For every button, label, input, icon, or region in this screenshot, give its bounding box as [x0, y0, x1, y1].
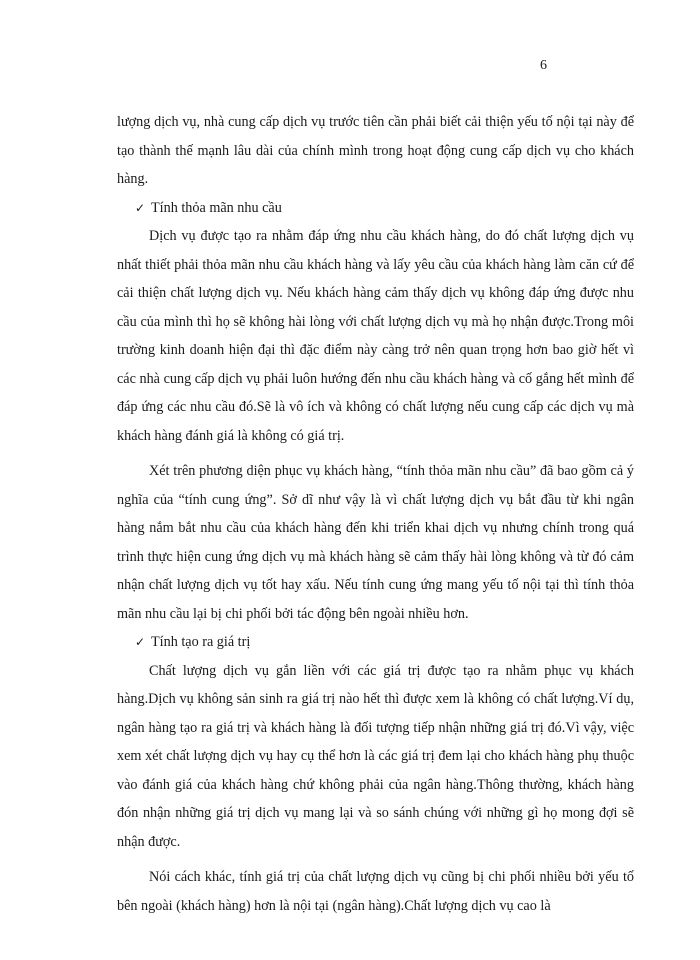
intro-paragraph: lượng dịch vụ, nhà cung cấp dịch vụ trước tiên cần phải biết cải thiện yếu tố nội tại này để tạo thành thế mạnh lâu dài của chính mình trong hoạt động cung cấp dịch vụ cho khách hàng.: [117, 114, 634, 187]
page-number: 6: [540, 58, 547, 73]
heading-text: Tính tạo ra giá trị: [151, 634, 251, 650]
paragraph-satisfaction-1: Dịch vụ được tạo ra nhằm đáp ứng nhu cầu khách hàng, do đó chất lượng dịch vụ nhất thiết phải thỏa mãn nhu cầu khách hàng và lấy yêu cầu của khách hàng làm căn cứ để cải thiện chất lượng dịch vụ. Nếu khách hàng cảm thấy dịch vụ không đáp ứng được nhu cầu của mình thì họ sẽ không hài lòng với chất lượng dịch vụ mà họ nhận được.Trong môi trường kinh doanh hiện đại thì đặc điểm này càng trở nên quan trọng hơn bao giờ hết vì các nhà cung cấp dịch vụ phải luôn hướng đến nhu cầu khách hàng và cố gắng hết mình để đáp ứng các nhu cầu đó.Sẽ là vô ích và không có chất lượng nếu cung cấp các dịch vụ mà khách hàng đánh giá là không có giá trị.: [117, 228, 634, 444]
checkmark-icon: ✓: [135, 635, 146, 649]
checkmark-icon: ✓: [135, 200, 146, 215]
paragraph-satisfaction-2: Xét trên phương diện phục vụ khách hàng, “tính thỏa mãn nhu cầu” đã bao gồm cả ý nghĩa của “tính cung ứng”. Sở dĩ như vậy là vì chất lượng dịch vụ bắt đầu từ khi ngân hàng nắm bắt nhu cầu của khách hàng đến khi triển khai dịch vụ nhưng chính trong quá trình thực hiện cung ứng dịch vụ mà khách hàng sẽ cảm thấy hài lòng không và từ đó cảm nhận chất lượng dịch vụ tốt hay xấu. Nếu tính cung ứng mang yếu tố nội tại thì tính thỏa mãn nhu cầu lại bị chi phối bởi tác động bên ngoài nhiều hơn.: [117, 463, 634, 622]
paragraph-value-1: Chất lượng dịch vụ gắn liền với các giá trị được tạo ra nhằm phục vụ khách hàng.Dịch vụ không sản sinh ra giá trị nào hết thì được xem là không có chất lượng.Ví dụ, ngân hàng tạo ra giá trị và khách hàng là đối tượng tiếp nhận những giá trị đó.Vì vậy, việc xem xét chất lượng dịch vụ hay cụ thể hơn là các giá trị đem lại cho khách hàng phụ thuộc vào đánh giá của khách hàng chứ không phải của ngân hàng.Thông thường, khách hàng đón nhận những giá trị dịch vụ mang lại và so sánh chúng với những gì họ mong đợi sẽ nhận được.: [117, 662, 634, 850]
paragraph-value-2: Nói cách khác, tính giá trị của chất lượng dịch vụ cũng bị chi phối nhiều bởi yếu tố bên ngoài (khách hàng) hơn là nội tại (ngân hàng).Chất lượng dịch vụ cao là: [117, 869, 634, 914]
section-heading-satisfaction: [117, 194, 634, 223]
section-heading-value: [117, 628, 634, 657]
heading-text: Tính thỏa mãn nhu cầu: [151, 199, 282, 216]
document-body: [117, 108, 634, 920]
